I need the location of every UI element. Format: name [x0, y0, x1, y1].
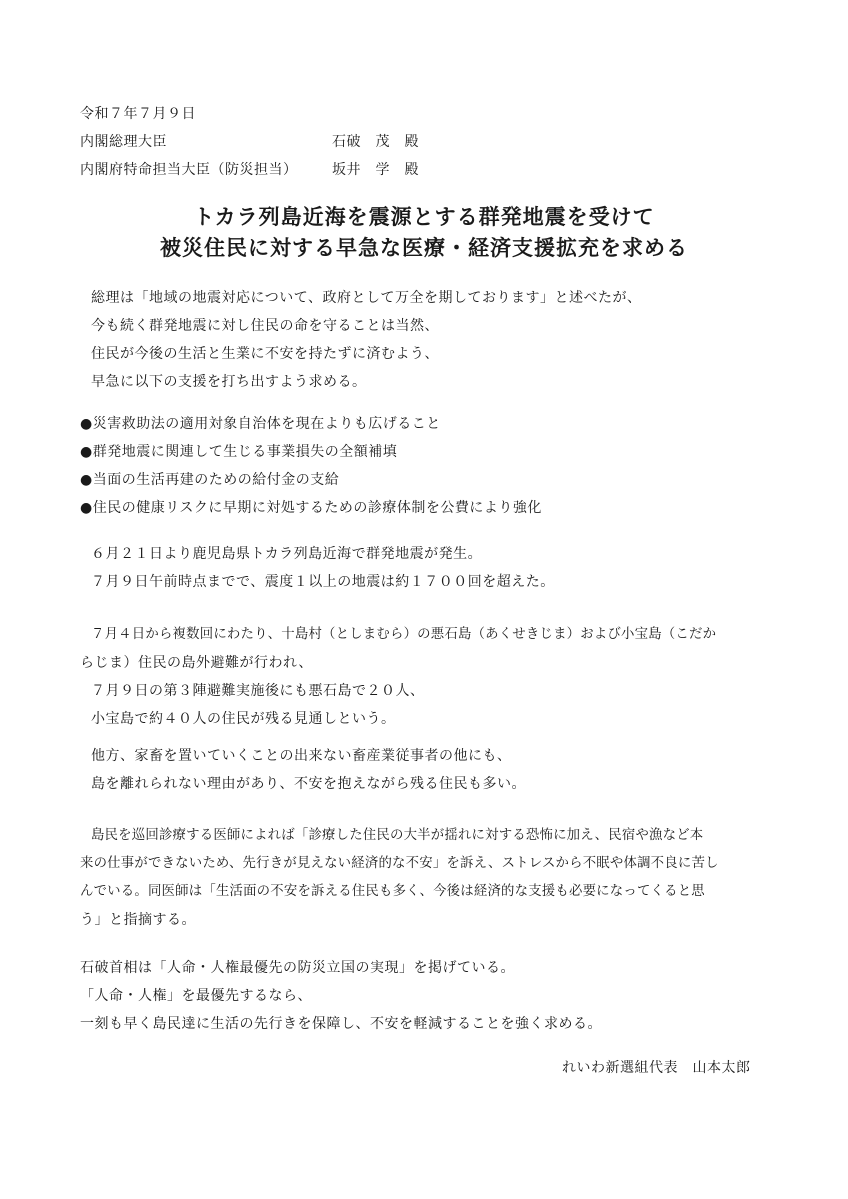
closing-line: 石破首相は「人命・人権最優先の防災立国の実現」を掲げている。 [80, 960, 515, 976]
closing-line: 「人命・人権」を最優先するなら、 [80, 988, 312, 1004]
doctor-line: んでいる。同医師は「生活面の不安を訴える住民も多く、今後は経済的な支援も必要になってくると思 [80, 884, 705, 899]
evac-line: 小宝島で約４０人の住民が残る見通しという。 [91, 711, 396, 727]
signature: れいわ新選組代表 山本太郎 [562, 1060, 751, 1076]
document-title-line1: トカラ列島近海を震源とする群発地震を受けて [193, 204, 655, 229]
doctor-line: 来の仕事ができないため、先行きが見えない経済的な不安」を訴え、ストレスから不眠や体調不良に苦し [80, 856, 719, 871]
remain-line: 島を離れられない理由があり、不安を抱えながら残る住民も多い。 [91, 776, 526, 792]
demand-item: ●災害救助法の適用対象自治体を現在よりも広げること [80, 416, 441, 432]
demand-item: ●群発地震に関連して生じる事業損失の全額補填 [80, 444, 398, 460]
document-title-line2: 被災住民に対する早急な医療・経済支援拡充を求める [160, 235, 688, 260]
addressee-title-pm: 内閣総理大臣 [80, 134, 167, 150]
remain-line: 他方、家畜を置いていくことの出来ない畜産業従事者の他にも、 [91, 748, 512, 764]
addressee-name-pm: 石破 茂 殿 [332, 134, 419, 150]
document-date: 令和７年７月９日 [80, 106, 196, 122]
evac-line: ７月４日から複数回にわたり、十島村（としまむら）の悪石島（あくせきじま）および小宝島（こだか [91, 627, 717, 642]
quake-line: ７月９日午前時点までで、震度１以上の地震は約１７００回を超えた。 [91, 574, 555, 590]
evac-line: ７月９日の第３陣避難実施後にも悪石島で２０人、 [91, 683, 425, 699]
demand-item: ●住民の健康リスクに早期に対処するための診療体制を公費により強化 [80, 500, 542, 516]
evac-line: らじま）住民の島外避難が行われ、 [80, 655, 313, 671]
intro-line: 今も続く群発地震に対し住民の命を守ることは当然、 [91, 318, 439, 334]
doctor-line: 島民を巡回診療する医師によれば「診療した住民の大半が揺れに対する恐怖に加え、民宿や漁など本 [91, 828, 704, 843]
addressee-title-minister: 内閣府特命担当大臣（防災担当） [80, 162, 298, 178]
doctor-line: う」と指摘する。 [80, 912, 196, 928]
addressee-name-minister: 坂井 学 殿 [332, 162, 419, 178]
demand-item: ●当面の生活再建のための給付金の支給 [80, 472, 340, 488]
quake-line: ６月２１日より鹿児島県トカラ列島近海で群発地震が発生。 [91, 546, 483, 562]
closing-line: 一刻も早く島民達に生活の先行きを保障し、不安を軽減することを強く求める。 [80, 1016, 602, 1032]
intro-line: 住民が今後の生活と生業に不安を持たずに済むよう、 [91, 346, 439, 362]
intro-line: 総理は「地域の地震対応について、政府として万全を期しております」と述べたが、 [91, 290, 642, 306]
intro-line: 早急に以下の支援を打ち出すよう求める。 [91, 374, 367, 390]
